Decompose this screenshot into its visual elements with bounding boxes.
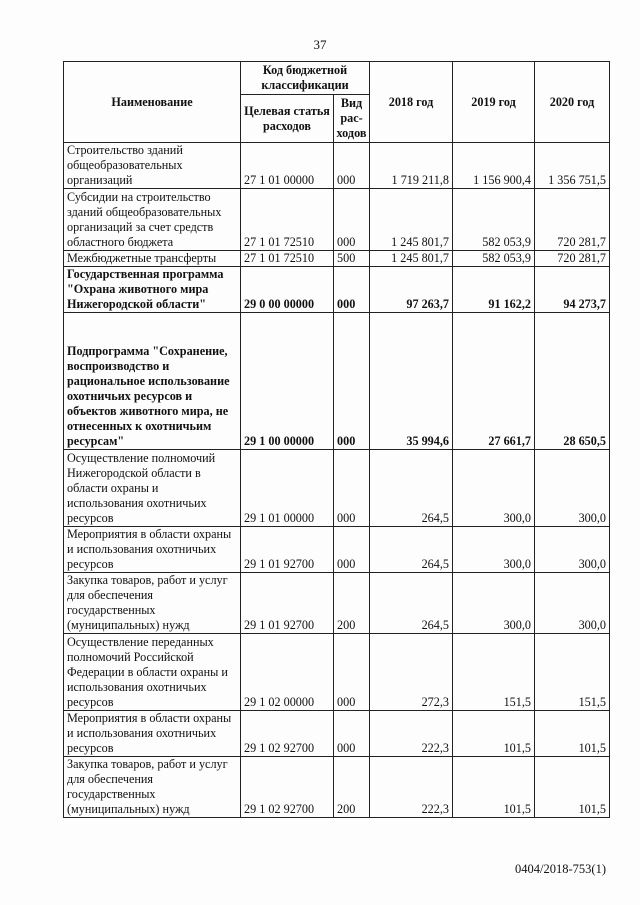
row-2018: 222,3 [370, 711, 453, 757]
row-type: 200 [334, 757, 370, 818]
row-name: Мероприятия в области охраны и использования охотничьих ресурсов [64, 527, 241, 573]
row-2020: 300,0 [535, 450, 610, 527]
row-2018: 264,5 [370, 450, 453, 527]
row-type: 000 [334, 143, 370, 189]
table-row [64, 573, 610, 634]
row-2020: 94 273,7 [535, 267, 610, 313]
table-row [64, 143, 610, 189]
header-code-group: Код бюджетной классификации [241, 62, 370, 95]
table-row [64, 251, 610, 267]
row-2020: 300,0 [535, 527, 610, 573]
row-code: 29 1 02 92700 [241, 757, 334, 818]
row-2019: 101,5 [453, 757, 535, 818]
table-row [64, 450, 610, 527]
row-type: 000 [334, 711, 370, 757]
row-2020: 28 650,5 [535, 313, 610, 450]
row-code: 29 1 02 00000 [241, 634, 334, 711]
row-2018: 1 245 801,7 [370, 251, 453, 267]
row-2018: 264,5 [370, 527, 453, 573]
row-name: Осуществление переданных полномочий Российской Федерации в области охраны и использования охотничьих ресурсов [64, 634, 241, 711]
row-type: 500 [334, 251, 370, 267]
document-code: 0404/2018-753(1) [515, 862, 606, 876]
table-row [64, 711, 610, 757]
row-2020: 151,5 [535, 634, 610, 711]
header-2019: 2019 год [453, 62, 535, 143]
header-2020: 2020 год [535, 62, 610, 143]
row-2019: 101,5 [453, 711, 535, 757]
row-type: 000 [334, 527, 370, 573]
row-type: 000 [334, 450, 370, 527]
table-row [64, 189, 610, 251]
row-2020: 720 281,7 [535, 251, 610, 267]
row-2018: 264,5 [370, 573, 453, 634]
row-type: 000 [334, 313, 370, 450]
row-2018: 97 263,7 [370, 267, 453, 313]
row-2020: 1 356 751,5 [535, 143, 610, 189]
row-name: Субсидии на строительство зданий общеобразовательных организаций за счет средств областного бюджета [64, 189, 241, 251]
row-code: 27 1 01 72510 [241, 189, 334, 251]
row-2019: 91 162,2 [453, 267, 535, 313]
table-header [64, 62, 610, 143]
row-code: 27 1 01 00000 [241, 143, 334, 189]
row-2020: 720 281,7 [535, 189, 610, 251]
row-2018: 1 719 211,8 [370, 143, 453, 189]
row-code: 29 1 02 92700 [241, 711, 334, 757]
row-code: 29 0 00 00000 [241, 267, 334, 313]
row-name: Строительство зданий общеобразовательных организаций [64, 143, 241, 189]
row-name: Подпрограмма "Сохранение, воспроизводство и рациональное использование охотничьих ресурсов и объектов животного мира, не отнесенных к охотничьим ресурсам" [64, 313, 241, 450]
row-name: Государственная программа "Охрана животного мира Нижегородской области" [64, 267, 241, 313]
row-name: Закупка товаров, работ и услуг для обеспечения государственных (муниципальных) нужд [64, 757, 241, 818]
row-2019: 1 156 900,4 [453, 143, 535, 189]
row-code: 29 1 00 00000 [241, 313, 334, 450]
table-row [64, 757, 610, 818]
row-2018: 272,3 [370, 634, 453, 711]
row-type: 000 [334, 189, 370, 251]
row-code: 29 1 01 92700 [241, 527, 334, 573]
row-name: Мероприятия в области охраны и использования охотничьих ресурсов [64, 711, 241, 757]
row-type: 000 [334, 267, 370, 313]
header-name: Наименование [64, 62, 241, 143]
table-row [64, 267, 610, 313]
budget-table [63, 61, 610, 818]
header-target: Целевая статья расходов [241, 95, 334, 143]
row-2019: 582 053,9 [453, 251, 535, 267]
row-2020: 101,5 [535, 711, 610, 757]
row-2018: 222,3 [370, 757, 453, 818]
row-2019: 300,0 [453, 527, 535, 573]
table-row [64, 634, 610, 711]
table-row [64, 527, 610, 573]
row-code: 27 1 01 72510 [241, 251, 334, 267]
row-code: 29 1 01 92700 [241, 573, 334, 634]
page-number: 37 [313, 37, 327, 52]
row-2018: 35 994,6 [370, 313, 453, 450]
table-row [64, 313, 610, 450]
row-2019: 300,0 [453, 450, 535, 527]
row-2019: 27 661,7 [453, 313, 535, 450]
row-2018: 1 245 801,7 [370, 189, 453, 251]
row-name: Закупка товаров, работ и услуг для обеспечения государственных (муниципальных) нужд [64, 573, 241, 634]
header-type: Вид рас-ходов [334, 95, 370, 143]
row-name: Осуществление полномочий Нижегородской области в области охраны и использования охотничьих ресурсов [64, 450, 241, 527]
row-2020: 101,5 [535, 757, 610, 818]
row-name: Межбюджетные трансферты [64, 251, 241, 267]
row-2020: 300,0 [535, 573, 610, 634]
row-type: 200 [334, 573, 370, 634]
row-2019: 582 053,9 [453, 189, 535, 251]
row-2019: 300,0 [453, 573, 535, 634]
row-code: 29 1 01 00000 [241, 450, 334, 527]
header-2018: 2018 год [370, 62, 453, 143]
row-type: 000 [334, 634, 370, 711]
row-2019: 151,5 [453, 634, 535, 711]
